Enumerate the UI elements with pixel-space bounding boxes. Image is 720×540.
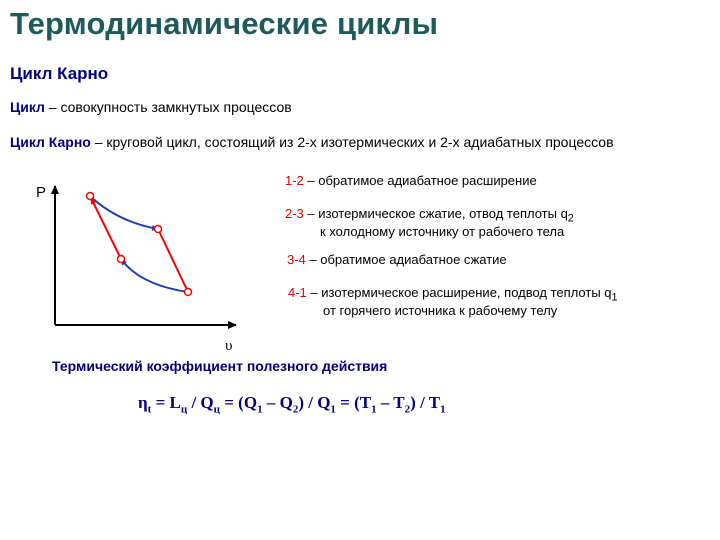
process-step-2-3-continuation: к холодному источнику от рабочего тела xyxy=(320,224,565,239)
carnot-term: Цикл Карно xyxy=(10,134,91,150)
step-number: 3-4 xyxy=(287,252,306,267)
formula-part: ) / Q xyxy=(298,393,331,412)
isotherm-2-3-curve xyxy=(121,259,188,292)
process-step-1-2 xyxy=(285,173,537,188)
process-step-4-1 xyxy=(288,285,618,304)
formula-part: – T xyxy=(376,393,405,412)
process-step-2-3 xyxy=(285,206,574,225)
formula-subscript: 2 xyxy=(292,403,299,416)
formula-subscript: t xyxy=(147,403,152,416)
x-axis-label: υ xyxy=(225,338,233,354)
step-text: – обратимое адиабатное сжатие xyxy=(305,252,507,267)
formula-part: / Q xyxy=(187,393,214,412)
cycle-definition-text: – совокупность замкнутых процессов xyxy=(44,99,292,115)
step-number: 1-2 xyxy=(285,173,304,188)
formula-part: – Q xyxy=(262,393,293,412)
step-text: – обратимое адиабатное расширение xyxy=(303,173,537,188)
state-point-marker xyxy=(118,256,125,263)
efficiency-formula xyxy=(138,393,446,415)
formula-part: = L xyxy=(151,393,181,412)
cycle-term: Цикл xyxy=(10,99,45,115)
step-subscript: 1 xyxy=(611,291,618,304)
slide-subtitle: Цикл Карно xyxy=(10,64,109,83)
carnot-definition-text: – круговой цикл, состоящий из 2-х изотермических и 2-х адиабатных процессов xyxy=(90,134,614,150)
step-number: 2-3 xyxy=(285,206,304,221)
state-point-marker xyxy=(87,193,94,200)
process-step-3-4 xyxy=(287,252,507,267)
formula-subscript: 2 xyxy=(404,403,411,416)
adiabat-1-2-curve xyxy=(158,229,188,292)
formula-subscript: ц xyxy=(213,403,220,416)
y-axis-label: P xyxy=(36,184,47,201)
formula-part: η xyxy=(138,393,148,412)
formula-subscript: 1 xyxy=(257,403,263,416)
formula-part: = (T xyxy=(335,393,372,412)
formula-subscript: ц xyxy=(180,403,188,416)
step-text: – изотермическое расширение, подвод теплоты q xyxy=(306,285,612,300)
formula-part: = (Q xyxy=(220,393,258,412)
process-step-4-1-continuation: от горячего источника к рабочему телу xyxy=(323,303,558,318)
formula-subscript: 1 xyxy=(371,403,377,416)
step-number: 4-1 xyxy=(288,285,307,300)
step-subscript: 2 xyxy=(567,212,574,225)
formula-subscript: 1 xyxy=(330,403,336,416)
formula-subscript: 1 xyxy=(440,403,446,416)
formula-part: ) / T xyxy=(410,393,441,412)
slide-title: Термодинамические циклы xyxy=(10,6,439,41)
efficiency-heading: Термический коэффициент полезного действия xyxy=(52,358,388,374)
state-point-marker xyxy=(185,289,192,296)
step-text: – изотермическое сжатие, отвод теплоты q xyxy=(303,206,568,221)
adiabat-3-4-curve xyxy=(91,198,121,259)
isotherm-4-1-curve xyxy=(90,196,158,229)
state-point-marker xyxy=(155,226,162,233)
